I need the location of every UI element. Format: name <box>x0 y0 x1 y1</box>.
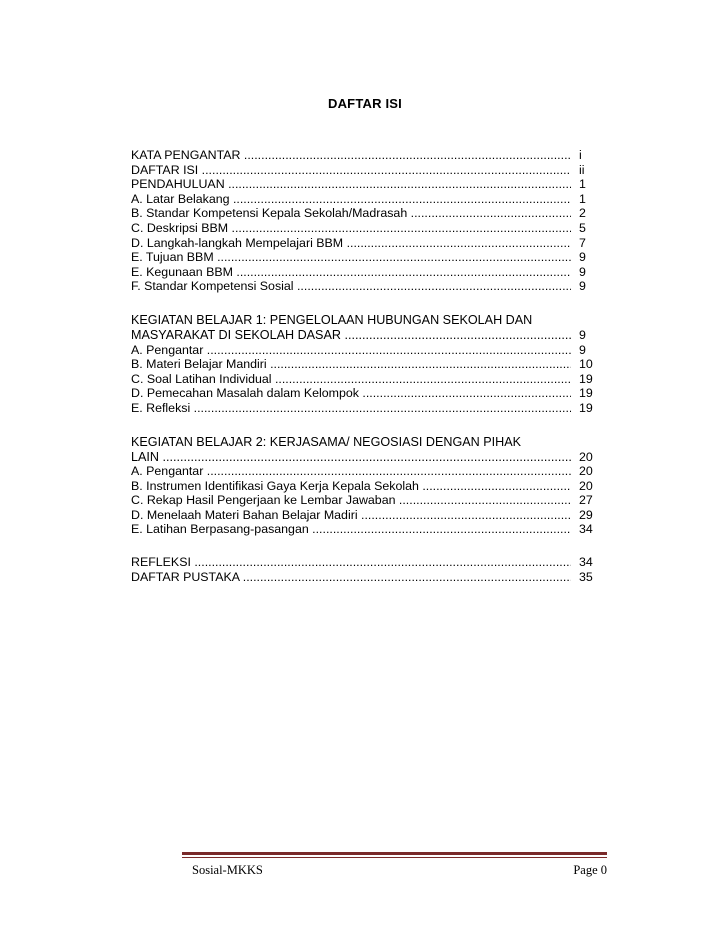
toc-entry-text: B. Standar Kompetensi Kepala Sekolah/Madrasah ..... <box>131 206 571 221</box>
footer-row <box>182 863 607 879</box>
toc-section-heading: KEGIATAN BELAJAR 2: KERJASAMA/ NEGOSIASI DENGAN PIHAK <box>131 434 522 449</box>
toc-entry[interactable] <box>131 479 601 494</box>
footer-page-number: Page 0 <box>573 863 607 877</box>
toc-entry-text: E. Kegunaan BBM ..... <box>131 265 571 280</box>
toc-entry-page: 5 <box>579 220 586 235</box>
toc-entry-text: B. Instrumen Identifikasi Gaya Kerja Kepala Sekolah ..... <box>131 479 571 494</box>
toc-entry-page: 20 <box>579 464 593 479</box>
toc-entry[interactable] <box>131 343 601 358</box>
toc-entry-text: E. Refleksi ..... <box>131 401 571 416</box>
toc-entry[interactable] <box>131 493 601 508</box>
toc-entry-page: 35 <box>579 569 593 584</box>
toc-entry-page: 19 <box>579 386 593 401</box>
toc-entry-page: 19 <box>579 400 593 415</box>
toc-entry-page: 7 <box>579 235 586 250</box>
toc-entry[interactable] <box>131 357 601 372</box>
toc-entry-page: 34 <box>579 555 593 570</box>
toc-entry[interactable] <box>131 570 601 585</box>
toc-entry[interactable] <box>131 555 601 570</box>
toc-entry-text: D. Menelaah Materi Bahan Belajar Madiri ..... <box>131 508 571 523</box>
toc-entry[interactable] <box>131 163 601 178</box>
toc-entry-text: LAIN ..... <box>131 450 571 465</box>
toc-entry[interactable] <box>131 206 601 221</box>
toc-entry[interactable] <box>131 250 601 265</box>
toc-entry-page: 19 <box>579 371 593 386</box>
toc-entry[interactable] <box>131 464 601 479</box>
toc-entry[interactable] <box>131 236 601 251</box>
toc-entry-text: C. Rekap Hasil Pengerjaan ke Lembar Jawaban ..... <box>131 493 571 508</box>
toc-entry-page: 29 <box>579 507 593 522</box>
toc-entry[interactable] <box>131 328 601 343</box>
toc-entry-text: D. Langkah-langkah Mempelajari BBM ..... <box>131 236 571 251</box>
toc-group-kegiatan-belajar-2 <box>131 434 601 538</box>
toc-entry-text: REFLEKSI ..... <box>131 555 571 570</box>
toc-entry-page: 10 <box>579 357 593 372</box>
toc-entry-page: 20 <box>579 478 593 493</box>
toc-group-back-matter <box>131 555 601 584</box>
toc-entry-text: A. Pengantar ..... <box>131 464 571 479</box>
toc-entry-text: DAFTAR ISI ..... <box>131 163 571 178</box>
toc-group-kegiatan-belajar-1 <box>131 312 601 416</box>
toc-entry[interactable] <box>131 450 601 465</box>
toc-entry-page: 27 <box>579 493 593 508</box>
toc-section-heading: KEGIATAN BELAJAR 1: PENGELOLAAN HUBUNGAN SEKOLAH DAN <box>131 312 533 327</box>
toc-entry-text: E. Latihan Berpasang-pasangan ..... <box>131 522 571 537</box>
toc-entry-page: i <box>579 148 582 162</box>
toc-entry-page: 1 <box>579 191 586 206</box>
toc-entry[interactable] <box>131 265 601 280</box>
toc-entry[interactable] <box>131 522 601 537</box>
toc-entry-page: 9 <box>579 250 586 265</box>
toc-entry-text: A. Latar Belakang ..... <box>131 192 571 207</box>
toc-entry-text: DAFTAR PUSTAKA ..... <box>131 570 571 585</box>
toc-entry[interactable] <box>131 192 601 207</box>
toc-entry-text: B. Materi Belajar Mandiri ..... <box>131 357 571 372</box>
toc-entry-page: ii <box>579 162 585 177</box>
toc-entry-text: C. Soal Latihan Individual ..... <box>131 372 571 387</box>
toc-entry-page: 34 <box>579 522 593 537</box>
toc-entry-page: 9 <box>579 342 586 357</box>
toc-entry[interactable] <box>131 372 601 387</box>
footer-rule-thick <box>182 852 607 855</box>
toc-entry-text: KATA PENGANTAR ..... <box>131 148 571 163</box>
toc-entry[interactable] <box>131 221 601 236</box>
toc-entry-page: 20 <box>579 449 593 464</box>
toc-entry-text: E. Tujuan BBM ..... <box>131 250 571 265</box>
toc-entry-page: 9 <box>579 327 586 342</box>
toc-group-front-matter <box>131 148 601 294</box>
toc-entry-text: F. Standar Kompetensi Sosial ..... <box>131 279 571 294</box>
toc-entry-text: MASYARAKAT DI SEKOLAH DASAR ..... <box>131 328 571 343</box>
toc-entry-page: 9 <box>579 264 586 279</box>
footer-document-name: Sosial-MKKS <box>192 863 263 877</box>
toc-entry-text: A. Pengantar ..... <box>131 343 571 358</box>
toc-entry-page: 1 <box>579 177 586 192</box>
toc-entry-page: 9 <box>579 279 586 294</box>
toc-entry[interactable] <box>131 279 601 294</box>
table-of-contents <box>131 148 601 602</box>
footer-rule-thin <box>182 857 607 858</box>
toc-entry-text: D. Pemecahan Masalah dalam Kelompok ..... <box>131 386 571 401</box>
toc-entry[interactable] <box>131 148 601 163</box>
toc-entry[interactable] <box>131 401 601 416</box>
toc-entry-page: 2 <box>579 206 586 221</box>
toc-entry[interactable] <box>131 508 601 523</box>
toc-entry-text: PENDAHULUAN ..... <box>131 177 571 192</box>
toc-entry[interactable] <box>131 177 601 192</box>
page-title: DAFTAR ISI <box>328 96 402 111</box>
page-footer <box>182 852 607 879</box>
toc-entry-text: C. Deskripsi BBM ..... <box>131 221 571 236</box>
toc-entry[interactable] <box>131 386 601 401</box>
